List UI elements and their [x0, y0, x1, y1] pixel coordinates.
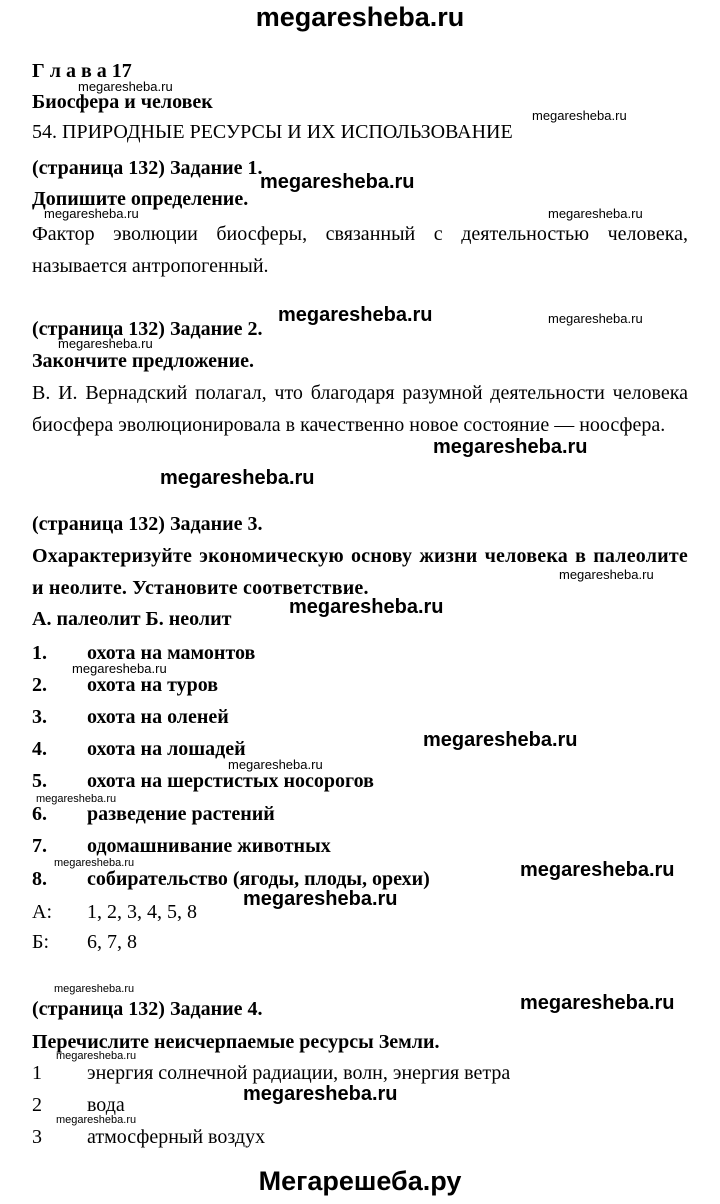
task3-item-text: одомашнивание животных [87, 835, 331, 857]
task3-item-text: охота на оленей [87, 706, 229, 728]
task1-heading: (страница 132) Задание 1. [32, 157, 263, 179]
task4-item-num: 1 [32, 1062, 42, 1084]
watermark-large: megaresheba.ru [520, 992, 675, 1014]
site-header: megaresheba.ru [255, 2, 465, 32]
task4-item-text: атмосферный воздух [87, 1126, 266, 1148]
task3-answer-value: 1, 2, 3, 4, 5, 8 [87, 901, 197, 923]
task4-heading: (страница 132) Задание 4. [32, 998, 263, 1020]
watermark-large: megaresheba.ru [260, 171, 415, 193]
watermark-large: megaresheba.ru [160, 467, 315, 489]
task3-item-num: 1. [32, 642, 47, 664]
watermark-large: megaresheba.ru [433, 436, 588, 458]
task3-answer-value: 6, 7, 8 [87, 931, 137, 953]
task3-item-num: 7. [32, 835, 47, 857]
watermark-small: megaresheba.ru [36, 793, 117, 805]
task4-item-text: энергия солнечной радиации, волн, энергия ветра [87, 1062, 511, 1084]
task3-item-num: 5. [32, 770, 47, 792]
task3-item-num: 3. [32, 706, 47, 728]
watermark-small: megaresheba.ru [548, 206, 643, 221]
watermark-large: megaresheba.ru [278, 304, 433, 326]
task3-options: А. палеолит Б. неолит [32, 608, 232, 630]
task3-item-num: 2. [32, 674, 47, 696]
watermark-large: megaresheba.ru [243, 888, 398, 910]
watermark-small: megaresheba.ru [78, 79, 173, 94]
watermark-small: megaresheba.ru [54, 857, 135, 869]
watermark-small: megaresheba.ru [44, 206, 139, 221]
chapter-title: Биосфера и человек [32, 91, 213, 113]
task3-answer-label: А: [32, 901, 52, 923]
chapter-label: Г л а в а 17 [32, 60, 132, 82]
watermark-large: megaresheba.ru [423, 729, 578, 751]
site-footer: Мегарешеба.ру [258, 1166, 462, 1196]
watermark-small: megaresheba.ru [54, 983, 135, 995]
watermark-small: megaresheba.ru [56, 1050, 137, 1062]
task3-item-text: охота на туров [87, 674, 219, 696]
watermark-small: megaresheba.ru [56, 1114, 137, 1126]
watermark-small: megaresheba.ru [548, 311, 643, 326]
task1-answer: Фактор эволюции биосферы, связанный с деятельностью человека, называется антропогенный. [32, 223, 688, 277]
task3-item-text: охота на лошадей [87, 738, 246, 760]
section-title: 54. ПРИРОДНЫЕ РЕСУРСЫ И ИХ ИСПОЛЬЗОВАНИЕ [32, 121, 513, 143]
task3-item-text: собирательство (ягоды, плоды, орехи) [87, 868, 430, 890]
task3-item-num: 6. [32, 803, 47, 825]
watermark-small: megaresheba.ru [559, 567, 654, 582]
task2-instruction: Закончите предложение. [32, 350, 254, 372]
task3-heading: (страница 132) Задание 3. [32, 513, 263, 535]
task4-item-num: 3 [32, 1126, 42, 1148]
task3-item-text: разведение растений [87, 803, 275, 825]
task4-item-text: вода [87, 1094, 125, 1116]
task3-answer-label: Б: [32, 931, 50, 953]
task1-instruction: Допишите определение. [32, 188, 249, 210]
watermark-large: megaresheba.ru [289, 596, 444, 618]
task3-item-num: 4. [32, 738, 47, 760]
task2-heading: (страница 132) Задание 2. [32, 318, 263, 340]
task4-item-num: 2 [32, 1094, 42, 1116]
task4-instruction: Перечислите неисчерпаемые ресурсы Земли. [32, 1031, 440, 1053]
watermark-small: megaresheba.ru [228, 757, 323, 772]
task3-instruction: Охарактеризуйте экономическую основу жизни человека в палеолите и неолите. Установите соответствие. [32, 545, 688, 599]
watermark-large: megaresheba.ru [520, 859, 675, 881]
task3-item-num: 8. [32, 868, 47, 890]
watermark-large: megaresheba.ru [243, 1083, 398, 1105]
watermark-small: megaresheba.ru [72, 661, 167, 676]
task3-item-text: охота на мамонтов [87, 642, 256, 664]
task2-answer: В. И. Вернадский полагал, что благодаря разумной деятельности человека биосфера эволюционировала в качественно новое состояние — ноосфера. [32, 382, 688, 436]
watermark-small: megaresheba.ru [532, 108, 627, 123]
watermark-small: megaresheba.ru [58, 336, 153, 351]
task3-item-text: охота на шерстистых носорогов [87, 770, 374, 792]
